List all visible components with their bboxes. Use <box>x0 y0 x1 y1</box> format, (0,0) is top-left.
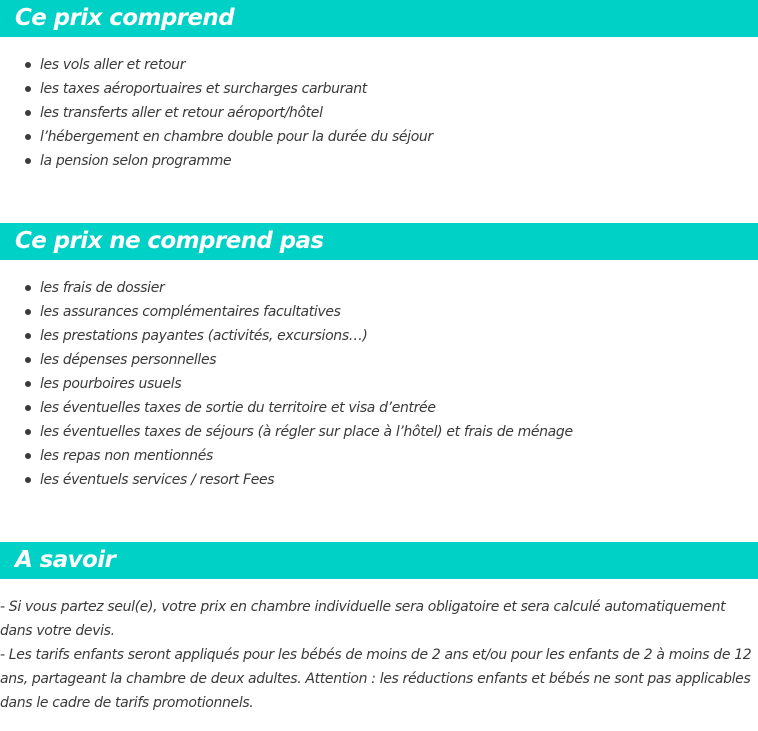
included-title: Ce prix comprend <box>0 0 758 37</box>
bullet-icon <box>25 158 31 164</box>
list-item: les vols aller et retour <box>0 53 758 77</box>
bullet-icon <box>25 429 31 435</box>
info-paragraph: - Si vous partez seul(e), votre prix en chambre individuelle sera obligatoire et sera calculé automatiquement dans votre devis. <box>0 599 726 639</box>
list-item: les taxes aéroportuaires et surcharges carburant <box>0 77 758 101</box>
excluded-section <box>0 223 758 492</box>
bullet-icon <box>25 477 31 483</box>
bullet-icon <box>25 62 31 68</box>
bullet-icon <box>25 86 31 92</box>
list-item: la pension selon programme <box>0 149 758 173</box>
list-item: les frais de dossier <box>0 276 758 300</box>
bullet-icon <box>25 405 31 411</box>
list-item: les assurances complémentaires facultatives <box>0 300 758 324</box>
list-item: les éventuelles taxes de séjours (à régler sur place à l’hôtel) et frais de ménage <box>0 420 758 444</box>
list-item: les éventuelles taxes de sortie du territoire et visa d’entrée <box>0 396 758 420</box>
bullet-icon <box>25 381 31 387</box>
list-item: les pourboires usuels <box>0 372 758 396</box>
list-item: les dépenses personnelles <box>0 348 758 372</box>
info-paragraph: - Les tarifs enfants seront appliqués pour les bébés de moins de 2 ans et/ou pour les enfants de 2 à moins de 12 ans, partageant la chambre de deux adultes. Attention : les réductions enfants et bébés ne sont pas applicables dans le cadre de tarifs promotionnels. <box>0 647 752 711</box>
bullet-icon <box>25 285 31 291</box>
list-item: les repas non mentionnés <box>0 444 758 468</box>
bullet-icon <box>25 333 31 339</box>
excluded-list <box>0 276 758 492</box>
bullet-icon <box>25 309 31 315</box>
included-section <box>0 0 758 173</box>
info-title: A savoir <box>0 542 758 579</box>
bullet-icon <box>25 357 31 363</box>
bullet-icon <box>25 453 31 459</box>
info-section <box>0 542 758 579</box>
list-item: les prestations payantes (activités, excursions…) <box>0 324 758 348</box>
list-item: les transferts aller et retour aéroport/hôtel <box>0 101 758 125</box>
excluded-title: Ce prix ne comprend pas <box>0 223 758 260</box>
bullet-icon <box>25 134 31 140</box>
included-list <box>0 53 758 173</box>
list-item: les éventuels services / resort Fees <box>0 468 758 492</box>
list-item: l’hébergement en chambre double pour la durée du séjour <box>0 125 758 149</box>
bullet-icon <box>25 110 31 116</box>
